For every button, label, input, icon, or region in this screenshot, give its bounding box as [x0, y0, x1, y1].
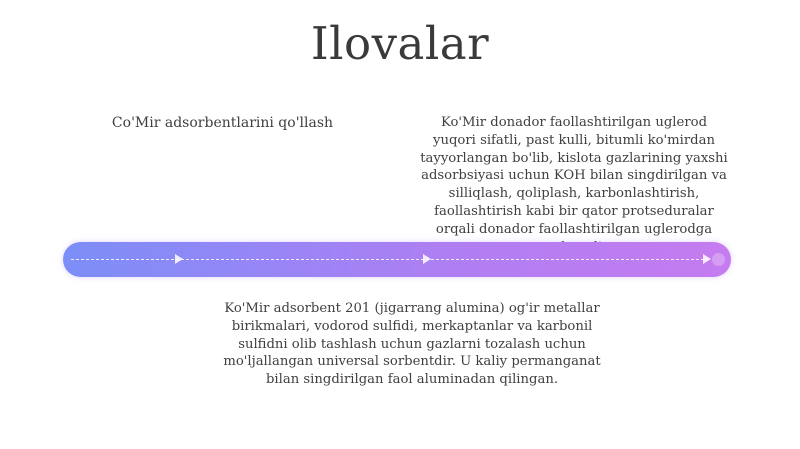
slide-title: Ilovalar [310, 17, 490, 70]
timeline-bar [63, 242, 731, 277]
arrow-right-icon [175, 254, 183, 264]
arrow-right-icon [703, 254, 711, 264]
arrow-right-icon [423, 254, 431, 264]
timeline-item-heading: Co'Mir adsorbentlarini qo'llash [111, 115, 334, 131]
timeline-item-description-bottom: Ko'Mir adsorbent 201 (jigarrang alumina) og'ir metallar birikmalari, vodorod sulfidi, merkaptanlar va karbonil sulfidni olib tashlash uchun gazlarni tozalash uchun mo'ljallangan universal sorbentdir. U kaliy permanganat bilan singdirilgan faol aluminadan qilingan. [223, 301, 601, 388]
timeline-end-marker [712, 253, 725, 266]
timeline-dashed-line [71, 259, 709, 260]
timeline-item-description-top: Ko'Mir donador faollashtirilgan uglerod yuqori sifatli, past kulli, bitumli ko'mirdan tayyorlangan bo'lib, kislota gazlarining yaxshi adsorbsiyasi uchun KOH bilan singdirilgan va silliqlash, qoliplash, karbonlashtirish, faollashtirish kabi bir qator protseduralar orqali donador faollashtirilgan uglerodga [420, 115, 728, 237]
